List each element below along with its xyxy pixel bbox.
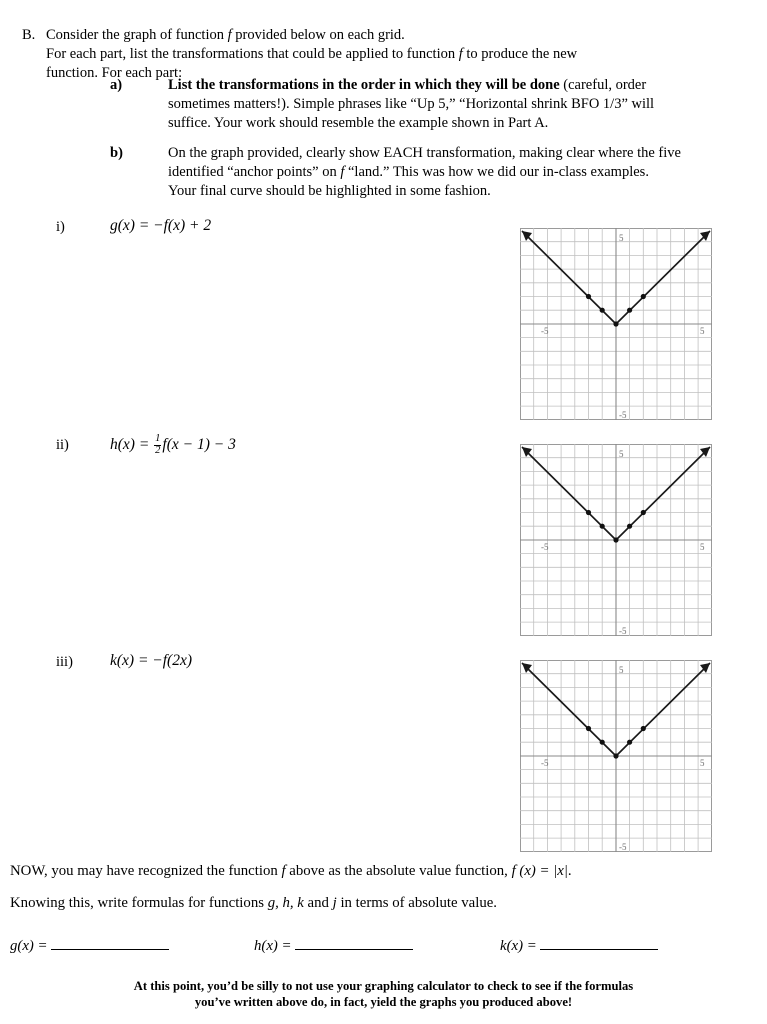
- item-ii-eq-post: f(x − 1) − 3: [162, 436, 236, 454]
- graph-ii[interactable]: [520, 444, 712, 636]
- subpart-a-label: a): [110, 77, 123, 93]
- axis-label-y-neg: -5: [619, 842, 627, 852]
- subpart-a-line3: suffice. Your work should resemble the example shown in Part A.: [168, 115, 549, 131]
- subpart-b-line3: Your final curve should be highlighted in some fashion.: [168, 183, 491, 199]
- graph-i[interactable]: [520, 228, 712, 420]
- item-ii-eq-pre: h(x) =: [110, 436, 154, 454]
- subpart-a-rest: (careful, order: [559, 77, 647, 93]
- section-b-block: [22, 26, 742, 83]
- section-b-line2-post: to produce the new: [462, 46, 578, 62]
- subpart-b-body: [168, 144, 681, 201]
- section-b-line2-var: f: [458, 46, 463, 62]
- closing-paragraph-1: [10, 861, 750, 881]
- graph-ii-svg: [520, 444, 712, 636]
- axis-label-x-pos: 5: [700, 326, 705, 336]
- section-b-line1-pre: Consider the graph of function: [46, 27, 228, 43]
- closing-p2-fns: g, h, k: [267, 895, 304, 911]
- closing-p2-pre: Knowing this, write formulas for functions: [10, 895, 268, 911]
- closing-p2-post: in terms of absolute value.: [336, 895, 498, 911]
- subpart-b-line2-var: f: [340, 164, 345, 180]
- graph-i-svg: [520, 228, 712, 420]
- item-ii-frac-num: 1: [155, 433, 161, 444]
- answer-blank-k[interactable]: [540, 936, 658, 950]
- subpart-b-line2-pre: identified “anchor points” on: [168, 164, 341, 180]
- item-ii-equation: [110, 434, 236, 456]
- item-ii-fraction: [154, 434, 161, 456]
- axis-label-y-pos: 5: [619, 449, 624, 459]
- subpart-a-line2: sometimes matters!). Simple phrases like “Up 5,” “Horizontal shrink BFO 1/3” will: [168, 96, 655, 112]
- subpart-b-line2-post: “land.” This was how we did our in-class examples.: [344, 164, 649, 180]
- item-iii-equation: k(x) = −f(2x): [110, 652, 193, 669]
- section-b-letter: B.: [22, 27, 36, 43]
- subparts-list: [110, 76, 742, 212]
- closing-p2-mid: and: [303, 895, 333, 911]
- answer-label-k: k(x) =: [500, 938, 537, 954]
- item-i-equation: g(x) = −f(x) + 2: [110, 217, 212, 234]
- axis-label-x-pos: 5: [700, 758, 705, 768]
- axis-label-y-neg: -5: [619, 626, 627, 636]
- graph-iii[interactable]: [520, 660, 712, 852]
- axis-label-y-neg: -5: [619, 410, 627, 420]
- axis-label-y-pos: 5: [619, 233, 624, 243]
- subpart-b-line1: On the graph provided, clearly show EACH transformation, making clear where the five: [168, 145, 681, 161]
- closing-p1-pre: NOW, you may have recognized the function: [10, 863, 282, 879]
- section-b-line1-post: provided below on each grid.: [231, 27, 405, 43]
- footnote: [0, 978, 767, 1010]
- footnote-line-1: At this point, you’d be silly to not use your graphing calculator to check to see if the formulas: [133, 979, 634, 993]
- section-b-line1-var: f: [227, 27, 232, 43]
- subpart-a-body: [168, 76, 654, 133]
- closing-p1-fn: f (x) = |x|: [511, 863, 568, 879]
- section-b-line-1: [22, 26, 742, 83]
- answer-slot-g[interactable]: [10, 936, 169, 955]
- axis-label-x-neg: -5: [541, 326, 549, 336]
- subpart-b: [110, 144, 742, 201]
- answer-label-g: g(x) =: [10, 938, 48, 954]
- item-i-number: i): [56, 219, 65, 235]
- axis-label-x-pos: 5: [700, 542, 705, 552]
- answer-blank-g[interactable]: [51, 936, 169, 950]
- item-iii-number: iii): [56, 654, 73, 670]
- section-b-text: [46, 26, 577, 83]
- subpart-b-label: b): [110, 145, 123, 161]
- subpart-a-bold: List the transformations in the order in which they will be done: [168, 77, 560, 93]
- axis-label-y-pos: 5: [619, 665, 624, 675]
- footnote-line-2: you’ve written above do, in fact, yield the graphs you produced above!: [194, 995, 573, 1009]
- item-ii-number: ii): [56, 437, 69, 453]
- subpart-a: [110, 76, 742, 133]
- answer-slot-h[interactable]: [254, 936, 413, 955]
- closing-p1-end: .: [567, 863, 572, 879]
- closing-p1-mid: above as the absolute value function,: [285, 863, 512, 879]
- closing-p2-fn4: j: [332, 895, 337, 911]
- answer-label-h: h(x) =: [254, 938, 292, 954]
- axis-label-x-neg: -5: [541, 542, 549, 552]
- axis-label-x-neg: -5: [541, 758, 549, 768]
- item-ii-frac-den: 2: [155, 444, 161, 456]
- section-b-line2-pre: For each part, list the transformations that could be applied to function: [46, 46, 459, 62]
- graph-iii-svg: [520, 660, 712, 852]
- closing-paragraph-2: [10, 893, 750, 913]
- answer-slot-k[interactable]: [500, 936, 658, 955]
- closing-p1-var: f: [281, 863, 286, 879]
- section-b-line3: function. For each part:: [46, 65, 183, 81]
- answer-blank-h[interactable]: [295, 936, 413, 950]
